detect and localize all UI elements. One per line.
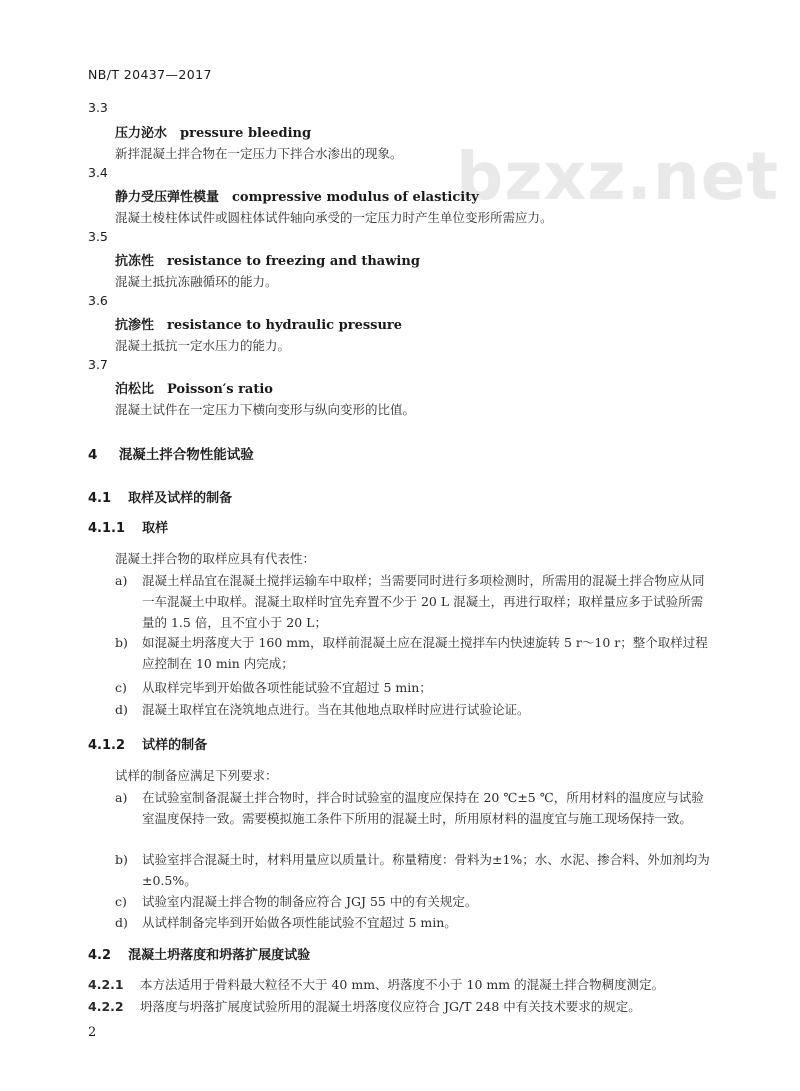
clause-intro: 混凝土拌合物的取样应具有代表性：	[115, 551, 316, 566]
term-number: 3.3	[88, 100, 108, 115]
list-item	[115, 891, 715, 912]
subsection-number: 4.1	[88, 491, 112, 506]
clause-number: 4.2.2	[88, 999, 124, 1014]
clause-title: 取样	[142, 521, 169, 536]
clause	[88, 997, 641, 1015]
list-marker: b)	[115, 852, 128, 867]
term-number: 3.7	[88, 357, 108, 372]
list-item	[115, 849, 715, 891]
subsection-title: 取样及试样的制备	[128, 491, 233, 506]
clause-heading	[88, 517, 168, 536]
term-definition: 混凝土棱柱体试件或圆柱体试件轴向承受的一定压力时产生单位变形所需应力。	[115, 210, 553, 225]
term-definition: 混凝土抵抗一定水压力的能力。	[115, 338, 291, 353]
term-definition: 混凝土试件在一定压力下横向变形与纵向变形的比值。	[115, 402, 416, 417]
page-number: 2	[88, 1025, 97, 1040]
clause-number: 4.2.1	[88, 977, 124, 992]
list-text: 混凝土取样宜在浇筑地点进行。当在其他地点取样时应进行试验论证。	[142, 702, 530, 717]
subsection-title: 混凝土坍落度和坍落扩展度试验	[128, 948, 311, 963]
section-number: 4	[88, 447, 98, 463]
list-item	[115, 699, 715, 720]
list-item	[115, 677, 715, 698]
clause-title: 试样的制备	[142, 738, 208, 753]
clause-text: 坍落度与坍落扩展度试验所用的混凝土坍落度仪应符合 JG/T 248 中有关技术要求的规定。	[139, 999, 641, 1014]
list-text: 如混凝土坍落度大于 160 mm，取样前混凝土应在混凝土搅拌车内快速旋转 5 r～10 r；整个取样过程应控制在 10 min 内完成；	[142, 635, 708, 671]
watermark: bzxz.net	[456, 138, 780, 215]
clause	[88, 975, 664, 993]
list-marker: c)	[115, 894, 127, 909]
subsection-number: 4.2	[88, 948, 112, 963]
list-text: 试验室内混凝土拌合物的制备应符合 JGJ 55 中的有关规定。	[142, 894, 478, 909]
list-marker: a)	[115, 573, 128, 588]
term-number: 3.6	[88, 293, 108, 308]
term-definition: 新拌混凝土拌合物在一定压力下拌合水渗出的现象。	[115, 146, 403, 161]
clause-number: 4.1.1	[88, 521, 126, 536]
section-heading	[88, 443, 254, 463]
list-text: 在试验室制备混凝土拌合物时，拌合时试验室的温度应保持在 20 ℃±5 ℃，所用材料的温度应与试验室温度保持一致。需要模拟施工条件下所用的混凝土时，所用原材料的温度宜与施工现场保持一致。	[142, 790, 704, 826]
list-text: 从取样完毕到开始做各项性能试验不宜超过 5 min；	[142, 680, 432, 695]
term-number: 3.5	[88, 229, 108, 244]
list-text: 试验室拌合混凝土时，材料用量应以质量计。称量精度：骨料为±1%；水、水泥、掺合料、外加剂均为±0.5%。	[142, 852, 710, 888]
term-title: 抗冻性 resistance to freezing and thawing	[115, 254, 420, 269]
list-item	[115, 632, 715, 674]
list-text: 混凝土样品宜在混凝土搅拌运输车中取样；当需要同时进行多项检测时，所需用的混凝土拌合物应从同一车混凝土中取样。混凝土取样时宜先弃置不少于 20 L 混凝土，再进行取样；取样量应多于试验所需量的 1.5 倍，且不宜小于 20 L；	[142, 573, 705, 630]
clause-intro: 试样的制备应满足下列要求：	[115, 768, 278, 783]
list-item	[115, 570, 715, 633]
section-title: 混凝土拌合物性能试验	[118, 447, 254, 463]
term-title: 压力泌水 pressure bleeding	[115, 126, 312, 141]
list-item	[115, 912, 715, 933]
list-marker: d)	[115, 702, 128, 717]
term-title: 泊松比 Poisson′s ratio	[115, 382, 273, 397]
term-number: 3.4	[88, 165, 108, 180]
list-marker: a)	[115, 790, 128, 805]
list-marker: b)	[115, 635, 128, 650]
list-text: 从试样制备完毕到开始做各项性能试验不宜超过 5 min。	[142, 915, 457, 930]
term-title: 抗渗性 resistance to hydraulic pressure	[115, 318, 403, 333]
clause-heading	[88, 734, 207, 753]
clause-text: 本方法适用于骨料最大粒径不大于 40 mm、坍落度不小于 10 mm 的混凝土拌合物稠度测定。	[139, 977, 665, 992]
term-definition: 混凝土抵抗冻融循环的能力。	[115, 274, 278, 289]
term-title: 静力受压弹性模量 compressive modulus of elasticity	[115, 190, 479, 205]
clause-number: 4.1.2	[88, 738, 126, 753]
standard-number-header: NB/T 20437—2017	[88, 67, 212, 82]
list-marker: d)	[115, 915, 128, 930]
subsection-heading	[88, 944, 310, 963]
subsection-heading	[88, 487, 232, 506]
list-marker: c)	[115, 680, 127, 695]
list-item	[115, 787, 715, 829]
